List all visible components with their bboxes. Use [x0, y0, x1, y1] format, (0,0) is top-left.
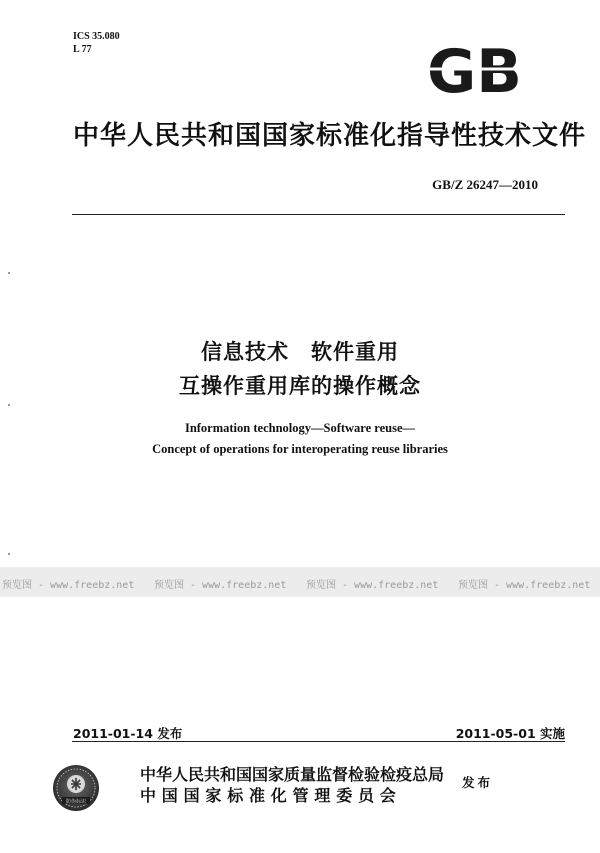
- issuer-aqsiq: 中华人民共和国国家质量监督检验检疫总局: [140, 765, 445, 784]
- title-en-line2: Concept of operations for interoperating reuse libraries: [152, 442, 448, 456]
- title-en-line1: Information technology—Software reuse—: [184, 421, 416, 435]
- scan-speck: [8, 404, 10, 406]
- bottom-divider: [72, 741, 565, 742]
- gb-logo-text: GB: [427, 40, 522, 98]
- seal-text: 防伪标识: [65, 799, 87, 805]
- watermark-text: 预览图 - www.freebz.net: [458, 580, 591, 591]
- ics-code: ICS 35.080: [73, 31, 120, 42]
- anti-counterfeit-seal-icon: [52, 764, 100, 812]
- scan-speck: [8, 272, 10, 274]
- issue-date: 2011-01-14 发布: [73, 726, 183, 741]
- issuer-sac: 中国国家标准化管理委员会: [140, 786, 402, 805]
- ccs-code: L 77: [73, 44, 92, 55]
- scan-speck: [8, 553, 10, 555]
- title-cn-line2: 互操作重用库的操作概念: [179, 374, 421, 398]
- watermark-text: 预览图 - www.freebz.net: [2, 580, 135, 591]
- gb-logo: [417, 40, 532, 98]
- document-type: 中华人民共和国国家标准化指导性技术文件: [73, 121, 587, 151]
- title-cn-line1: 信息技术 软件重用: [201, 340, 399, 364]
- watermark-text: 预览图 - www.freebz.net: [306, 580, 439, 591]
- top-divider: [72, 214, 565, 215]
- standard-number: GB/Z 26247—2010: [432, 177, 538, 192]
- classification-codes: [73, 30, 120, 56]
- implementation-date: 2011-05-01 实施: [455, 726, 565, 741]
- watermark-band: [0, 567, 600, 597]
- publish-label: 发布: [462, 775, 494, 790]
- watermark-text: 预览图 - www.freebz.net: [154, 580, 287, 591]
